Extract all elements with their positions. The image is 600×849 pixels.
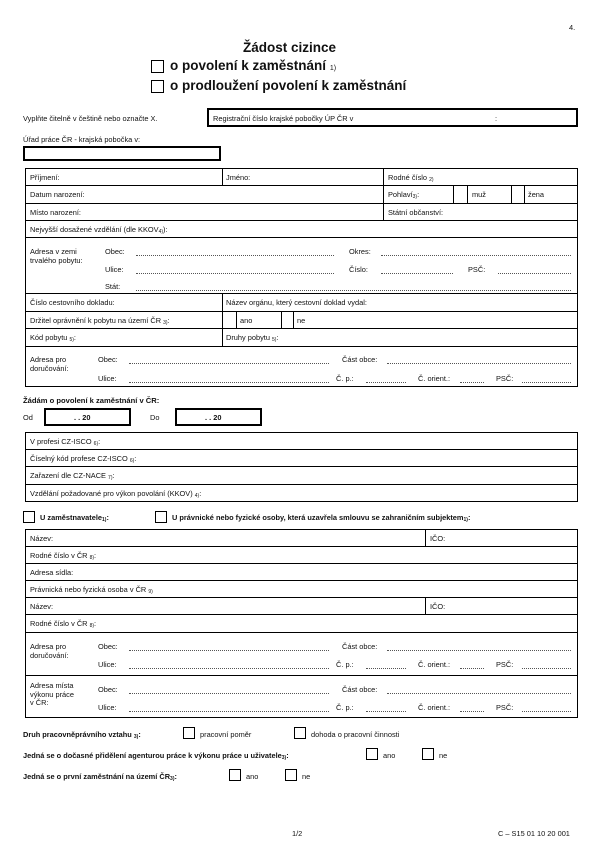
footer-page: 1/2 <box>292 829 303 838</box>
footer-code: C – S15 01 10 20 001 <box>498 829 570 838</box>
residence-no[interactable]: ne <box>297 316 306 325</box>
employer-delivery-label: Adresa pro doručování: <box>30 642 69 660</box>
ico-label: IČO: <box>430 534 446 543</box>
education-label: Nejvyšší dosažené vzdělání (dle $KKOV_{4)}$): <box>30 225 168 235</box>
permit-heading: Žádám o povolení k zaměstnání v ČR: <box>23 396 160 405</box>
from-label: Od <box>23 413 33 422</box>
first-job-no-checkbox[interactable] <box>285 769 297 781</box>
employer-birth-number-label: Rodné číslo v ČR $_{8)}$: <box>30 551 97 561</box>
first-job-yes-checkbox[interactable] <box>229 769 241 781</box>
agency-yes-checkbox[interactable] <box>366 748 378 760</box>
delivery-address-label: Adresa pro doručování: <box>30 355 69 373</box>
office-label: Úřad práce ČR - krajská pobočka v: <box>23 135 141 144</box>
passport-label: Číslo cestovního dokladu: <box>30 298 115 307</box>
agreement-option: dohoda o pracovní činnosti <box>311 730 400 739</box>
profession-code-label: Číselný kód profese CZ-ISCO $_{6)}$: <box>30 454 137 464</box>
instruction-text: Vyplňte čitelně v češtině nebo označte X. <box>23 114 158 123</box>
first-job-label: Jedná se o první zaměstnání na území $ČR_{3)}$: <box>23 772 177 782</box>
permit-checkbox[interactable] <box>151 60 164 73</box>
profession-label: V profesi CZ-ISCO $_{6)}$: <box>30 437 101 447</box>
extension-checkbox[interactable] <box>151 80 164 93</box>
employer-checkbox[interactable] <box>23 511 35 523</box>
contract-option-label: U právnické nebo fyzické osoby, která uzavřela smlouvu se zahraničním subjektem$_{1)}$: <box>172 513 471 523</box>
employer-option-label: U zaměstnavatele$_{1)}$: <box>40 513 109 523</box>
page-number: 4. <box>569 23 576 32</box>
company-name-label: Název: <box>30 534 54 543</box>
issuer-label: Název orgánu, který cestovní doklad vydal: <box>226 298 367 307</box>
male-option[interactable]: muž <box>472 190 486 199</box>
birth-date-label: Datum narození: <box>30 190 85 199</box>
citizenship-label: Státní občanství: <box>388 208 444 217</box>
surname-label: Příjmení: <box>30 173 60 182</box>
residence-label: Držitel oprávnění k pobytu na území ČR $_{3)}$: <box>30 316 170 326</box>
female-option[interactable]: žena <box>528 190 545 199</box>
title-option-permit: o povolení k zaměstnání 1) <box>170 58 337 73</box>
employment-option: pracovní poměr <box>200 730 252 739</box>
sex-label: Pohlaví$_{3)}$: <box>388 190 420 200</box>
agency-label: Jedná se o dočasné přidělení agenturou práce k výkonu práce u uživatele$_{3)}$: <box>23 751 289 761</box>
stay-code-label: Kód pobytu $_{5)}$: <box>30 333 76 343</box>
name-label: Jméno: <box>226 173 251 182</box>
agent-birth-number-label: Rodné číslo v ČR $_{8)}$: <box>30 619 97 629</box>
agency-no-checkbox[interactable] <box>422 748 434 760</box>
seat-label: Adresa sídla: <box>30 568 74 577</box>
agent-name-label: Název: <box>30 602 54 611</box>
employment-checkbox[interactable] <box>183 727 195 739</box>
contract-checkbox[interactable] <box>155 511 167 523</box>
required-education-label: Vzdělání požadované pro výkon povolání (KKOV) $_{4)}$: <box>30 489 202 499</box>
birth-number-label: Rodné číslo $_{2)}$ <box>388 173 434 183</box>
agreement-checkbox[interactable] <box>294 727 306 739</box>
permanent-address-label: Adresa v zemi trvalého pobytu: <box>30 247 83 265</box>
agent-label: Právnická nebo fyzická osoba v ČR $_{9)}$ <box>30 585 153 595</box>
registration-label: Registrační číslo krajské pobočky ÚP ČR v <box>213 114 354 123</box>
to-label: Do <box>150 413 160 422</box>
title-option-extension: o prodloužení povolení k zaměstnání <box>170 78 407 93</box>
residence-yes[interactable]: ano <box>240 316 253 325</box>
birth-place-label: Místo narození: <box>30 208 81 217</box>
office-input[interactable] <box>23 146 221 161</box>
relation-label: Druh pracovněprávního vztahu $_{3)}$: <box>23 730 141 740</box>
nace-label: Zařazení dle CZ-NACE $_{7)}$: <box>30 471 115 481</box>
stay-types-label: Druhy pobytu $_{5)}$: <box>226 333 279 343</box>
form-title: Žádost cizince <box>243 40 337 55</box>
work-place-label: Adresa místa výkonu práce v ČR: <box>30 681 74 707</box>
agent-ico-label: IČO: <box>430 602 446 611</box>
